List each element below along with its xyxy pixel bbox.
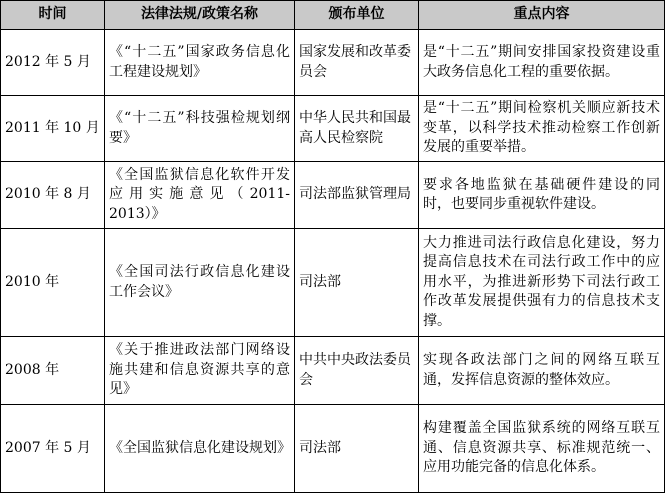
header-row bbox=[1, 1, 665, 30]
header-issuing-body: 颁布单位 bbox=[295, 1, 419, 30]
cell-issuing-body: 司法部 bbox=[295, 405, 419, 493]
cell-policy-name: 《全国监狱信息化软件开发应用实施意见（2011-2013）》 bbox=[105, 162, 295, 229]
header-key-content: 重点内容 bbox=[419, 1, 665, 30]
table-row bbox=[1, 229, 665, 337]
cell-policy-name: 《关于推进政法部门网络设施共建和信息资源共享的意见》 bbox=[105, 337, 295, 405]
cell-key-content: 要求各地监狱在基础硬件建设的同时，也要同步重视软件建设。 bbox=[419, 162, 665, 229]
header-time: 时间 bbox=[1, 1, 105, 30]
cell-key-content: 构建覆盖全国监狱系统的网络互联互通、信息资源共享、标准规范统一、应用功能完备的信息化体系。 bbox=[419, 405, 665, 493]
cell-policy-name: 《全国司法行政信息化建设工作会议》 bbox=[105, 229, 295, 337]
cell-key-content: 是“十二五”期间安排国家投资建设重大政务信息化工程的重要依据。 bbox=[419, 30, 665, 96]
header-policy-name: 法律法规/政策名称 bbox=[105, 1, 295, 30]
cell-key-content: 大力推进司法行政信息化建设，努力提高信息技术在司法行政工作中的应用水平，为推进新形势下司法行政工作改革发展提供强有力的信息技术支撑。 bbox=[419, 229, 665, 337]
table-row bbox=[1, 405, 665, 493]
table-row bbox=[1, 162, 665, 229]
table-row bbox=[1, 337, 665, 405]
cell-issuing-body: 中共中央政法委员会 bbox=[295, 337, 419, 405]
table-row bbox=[1, 30, 665, 96]
cell-time: 2007 年 5 月 bbox=[1, 405, 105, 493]
cell-issuing-body: 国家发展和改革委员会 bbox=[295, 30, 419, 96]
cell-policy-name: 《“十二五”科技强检规划纲要》 bbox=[105, 96, 295, 162]
cell-key-content: 是“十二五”期间检察机关顺应新技术变革，以科学技术推动检察工作创新发展的重要举措。 bbox=[419, 96, 665, 162]
cell-key-content: 实现各政法部门之间的网络互联互通，发挥信息资源的整体效应。 bbox=[419, 337, 665, 405]
cell-time: 2010 年 8 月 bbox=[1, 162, 105, 229]
cell-policy-name: 《“十二五”国家政务信息化工程建设规划》 bbox=[105, 30, 295, 96]
cell-issuing-body: 司法部 bbox=[295, 229, 419, 337]
cell-time: 2012 年 5 月 bbox=[1, 30, 105, 96]
cell-issuing-body: 中华人民共和国最高人民检察院 bbox=[295, 96, 419, 162]
cell-time: 2010 年 bbox=[1, 229, 105, 337]
cell-time: 2011 年 10 月 bbox=[1, 96, 105, 162]
cell-time: 2008 年 bbox=[1, 337, 105, 405]
cell-policy-name: 《全国监狱信息化建设规划》 bbox=[105, 405, 295, 493]
table-row bbox=[1, 96, 665, 162]
cell-issuing-body: 司法部监狱管理局 bbox=[295, 162, 419, 229]
